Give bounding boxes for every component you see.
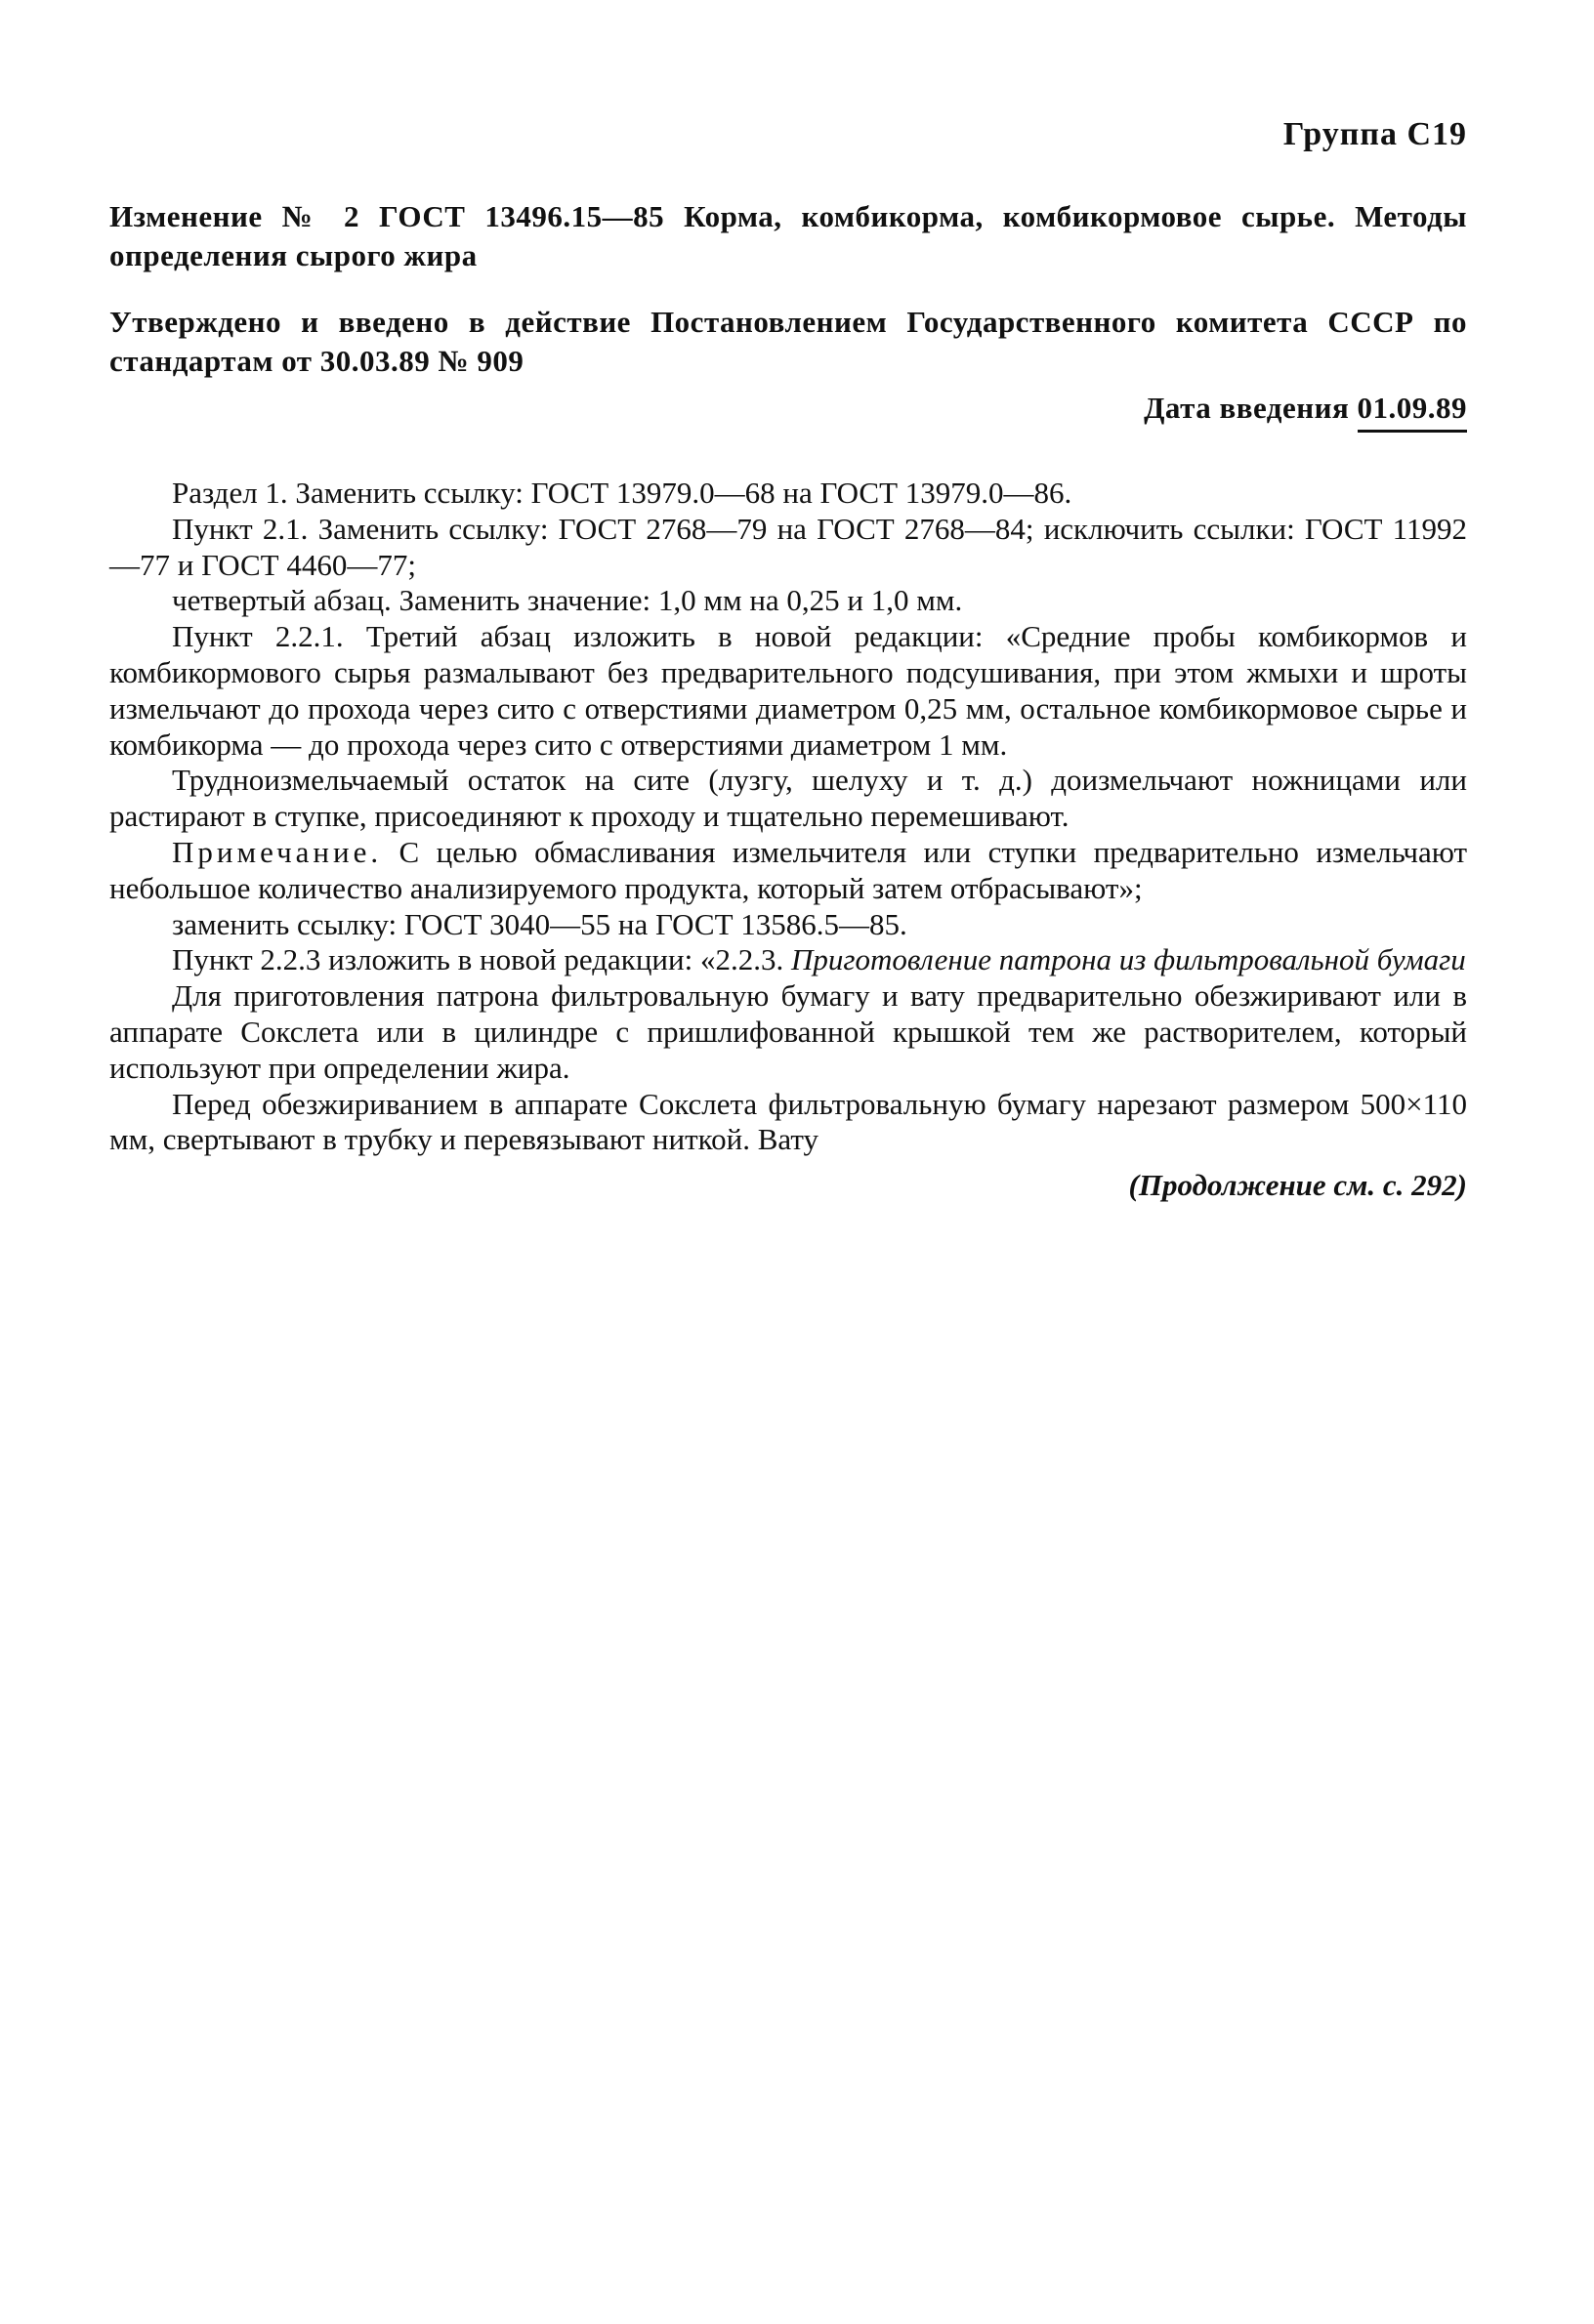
paragraph-residue: Трудноизмельчаемый остаток на сите (лузгу, шелуху и т. д.) доизмельчают ножницами или растирают в ступке, присоединяют к проходу и тщательно перемешивают. (109, 763, 1467, 834)
paragraph-item-2-2-1: Пункт 2.2.1. Третий абзац изложить в новой редакции: «Средние пробы комбикормов и комбикормового сырья размалывают без предварительного подсушивания, при этом жмыхи и шроты измельчают до прохода через сито с отверстиями диаметром 0,25 мм, остальное комбикормовое сырье и комбикорма — до прохода через сито с отверстиями диаметром 1 мм. (109, 619, 1467, 762)
approval-statement: Утверждено и введено в действие Постановлением Государственного комитета СССР по стандартам от 30.03.89 № 909 (109, 305, 1467, 378)
group-code: Группа С19 (1282, 116, 1467, 152)
paragraph-soxhlet: Перед обезжириванием в аппарате Сокслета фильтровальную бумагу нарезают размером 500×110 мм, свертывают в трубку и перевязывают ниткой. Вату (109, 1086, 1467, 1157)
note-label: Примечание. (172, 834, 383, 869)
paragraph-fourth-abzac: четвертый абзац. Заменить значение: 1,0 мм на 0,25 и 1,0 мм. (172, 583, 963, 618)
change-title: Изменение № 2 ГОСТ 13496.15—85 Корма, комбикорма, комбикормовое сырье. Методы определения сырого жира (109, 199, 1467, 272)
effective-date-value: 01.09.89 (1358, 389, 1468, 433)
paragraph-replace-reference: заменить ссылку: ГОСТ 3040—55 на ГОСТ 13586.5—85. (172, 906, 907, 941)
item-2-2-3-heading: Приготовление патрона из фильтровальной бумаги (790, 942, 1466, 977)
continuation-note: (Продолжение см. с. 292) (1128, 1168, 1467, 1203)
paragraph-section-1: Раздел 1. Заменить ссылку: ГОСТ 13979.0—68 на ГОСТ 13979.0—86. (172, 476, 1072, 510)
paragraph-item-2-2-3 (109, 942, 1467, 978)
paragraph-cartridge-prep: Для приготовления патрона фильтровальную бумагу и вату предварительно обезжиривают или в аппарате Сокслета или в цилиндре с пришлифованной крышкой тем же растворителем, который используют при определении жира. (109, 978, 1467, 1085)
effective-date (109, 389, 1467, 433)
document-page (109, 115, 1467, 1205)
document-body (109, 476, 1467, 1158)
paragraph-note (109, 835, 1467, 907)
paragraph-item-2-1: Пункт 2.1. Заменить ссылку: ГОСТ 2768—79 на ГОСТ 2768—84; исключить ссылки: ГОСТ 11992—77 и ГОСТ 4460—77; (109, 511, 1467, 582)
item-2-2-3-intro: Пункт 2.2.3 изложить в новой редакции: «2.2.3. (172, 942, 791, 977)
effective-date-label: Дата введения (1144, 391, 1350, 425)
note-text: С целью обмасливания измельчителя или ступки предварительно измельчают небольшое количество анализируемого продукта, который затем отбрасывают»; (109, 834, 1467, 905)
